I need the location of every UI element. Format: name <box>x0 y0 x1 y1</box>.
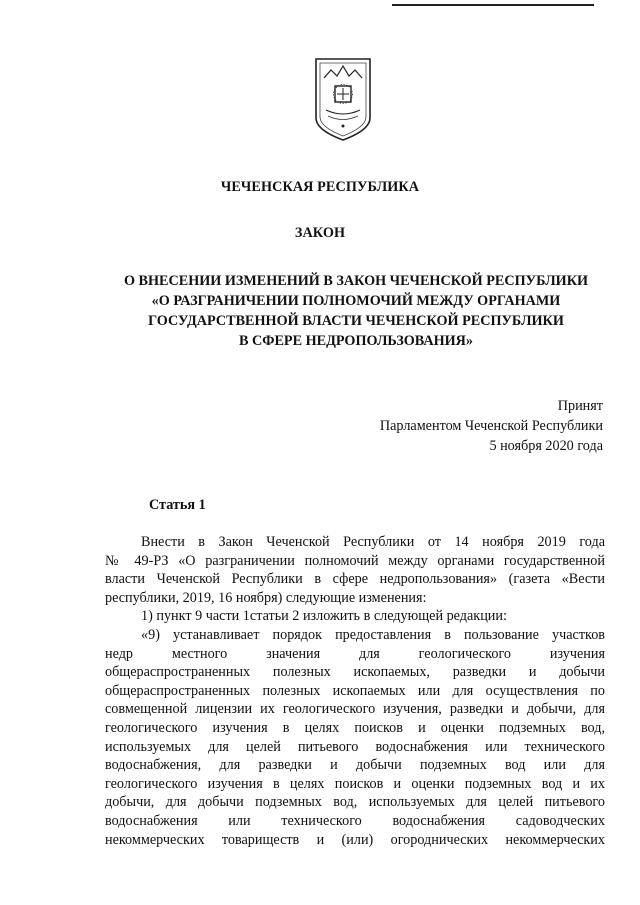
article-heading: Статья 1 <box>149 497 206 513</box>
law-title-line: «О РАЗГРАНИЧЕНИИ ПОЛНОМОЧИЙ МЕЖДУ ОРГАНАМИ <box>151 293 561 309</box>
body-line: общераспространенных полезных ископаемых или для осуществления по <box>105 682 605 699</box>
body-line: используемых для целей питьевого водоснабжения или технического <box>105 738 605 755</box>
body-line: общераспространенных полезных ископаемых, разведки и добычи <box>105 664 605 681</box>
law-title <box>96 271 616 351</box>
law-title-line: В СФЕРЕ НЕДРОПОЛЬЗОВАНИЯ» <box>239 333 473 349</box>
top-rule <box>392 4 594 6</box>
body-line: недр местного значения для геологического изучения <box>105 645 605 662</box>
article-body <box>105 533 605 849</box>
law-heading: ЗАКОН <box>294 225 346 241</box>
adoption-label: Принят <box>557 398 603 414</box>
adoption-block <box>380 396 603 456</box>
body-line: республики, 2019, 16 ноября) следующие изменения: <box>105 589 427 606</box>
body-line: № 49-РЗ «О разграничении полномочий между органами государственной <box>105 552 605 569</box>
body-line: добычи, для добычи подземных вод, используемых для целей питьевого <box>105 794 605 811</box>
body-line: водоснабжения или технического водоснабжения садоводческих <box>105 812 605 829</box>
law-title-line: ГОСУДАРСТВЕННОЙ ВЛАСТИ ЧЕЧЕНСКОЙ РЕСПУБЛИКИ <box>148 313 564 329</box>
adoption-body: Парламентом Чеченской Республики <box>379 418 603 434</box>
republic-heading: ЧЕЧЕНСКАЯ РЕСПУБЛИКА <box>220 179 420 195</box>
body-line: геологического изучения в целях поисков и оценки подземных вод и их <box>105 775 605 792</box>
body-line: «9) устанавливает порядок предоставления в пользование участков <box>141 626 605 643</box>
body-line: совмещенной лицензии их геологического изучения, разведки и добычи, для <box>105 701 605 718</box>
body-line: некоммерческих товариществ и (или) огороднических некоммерческих <box>105 831 605 848</box>
adoption-date: 5 ноября 2020 года <box>489 438 603 454</box>
body-line: 1) пункт 9 части 1статьи 2 изложить в следующей редакции: <box>141 608 507 625</box>
law-title-line: О ВНЕСЕНИИ ИЗМЕНЕНИЙ В ЗАКОН ЧЕЧЕНСКОЙ РЕСПУБЛИКИ <box>123 273 589 289</box>
body-line: власти Чеченской Республики в сфере недропользования» (газета «Вести <box>105 571 605 588</box>
body-line: Внести в Закон Чеченской Республики от 14 ноября 2019 года <box>141 534 605 550</box>
body-line: геологического изучения в целях поисков и оценки подземных вод, <box>105 719 605 736</box>
coat-of-arms-emblem <box>313 56 373 142</box>
body-line: водоснабжения, для разведки и добычи подземных вод или для <box>105 757 605 774</box>
